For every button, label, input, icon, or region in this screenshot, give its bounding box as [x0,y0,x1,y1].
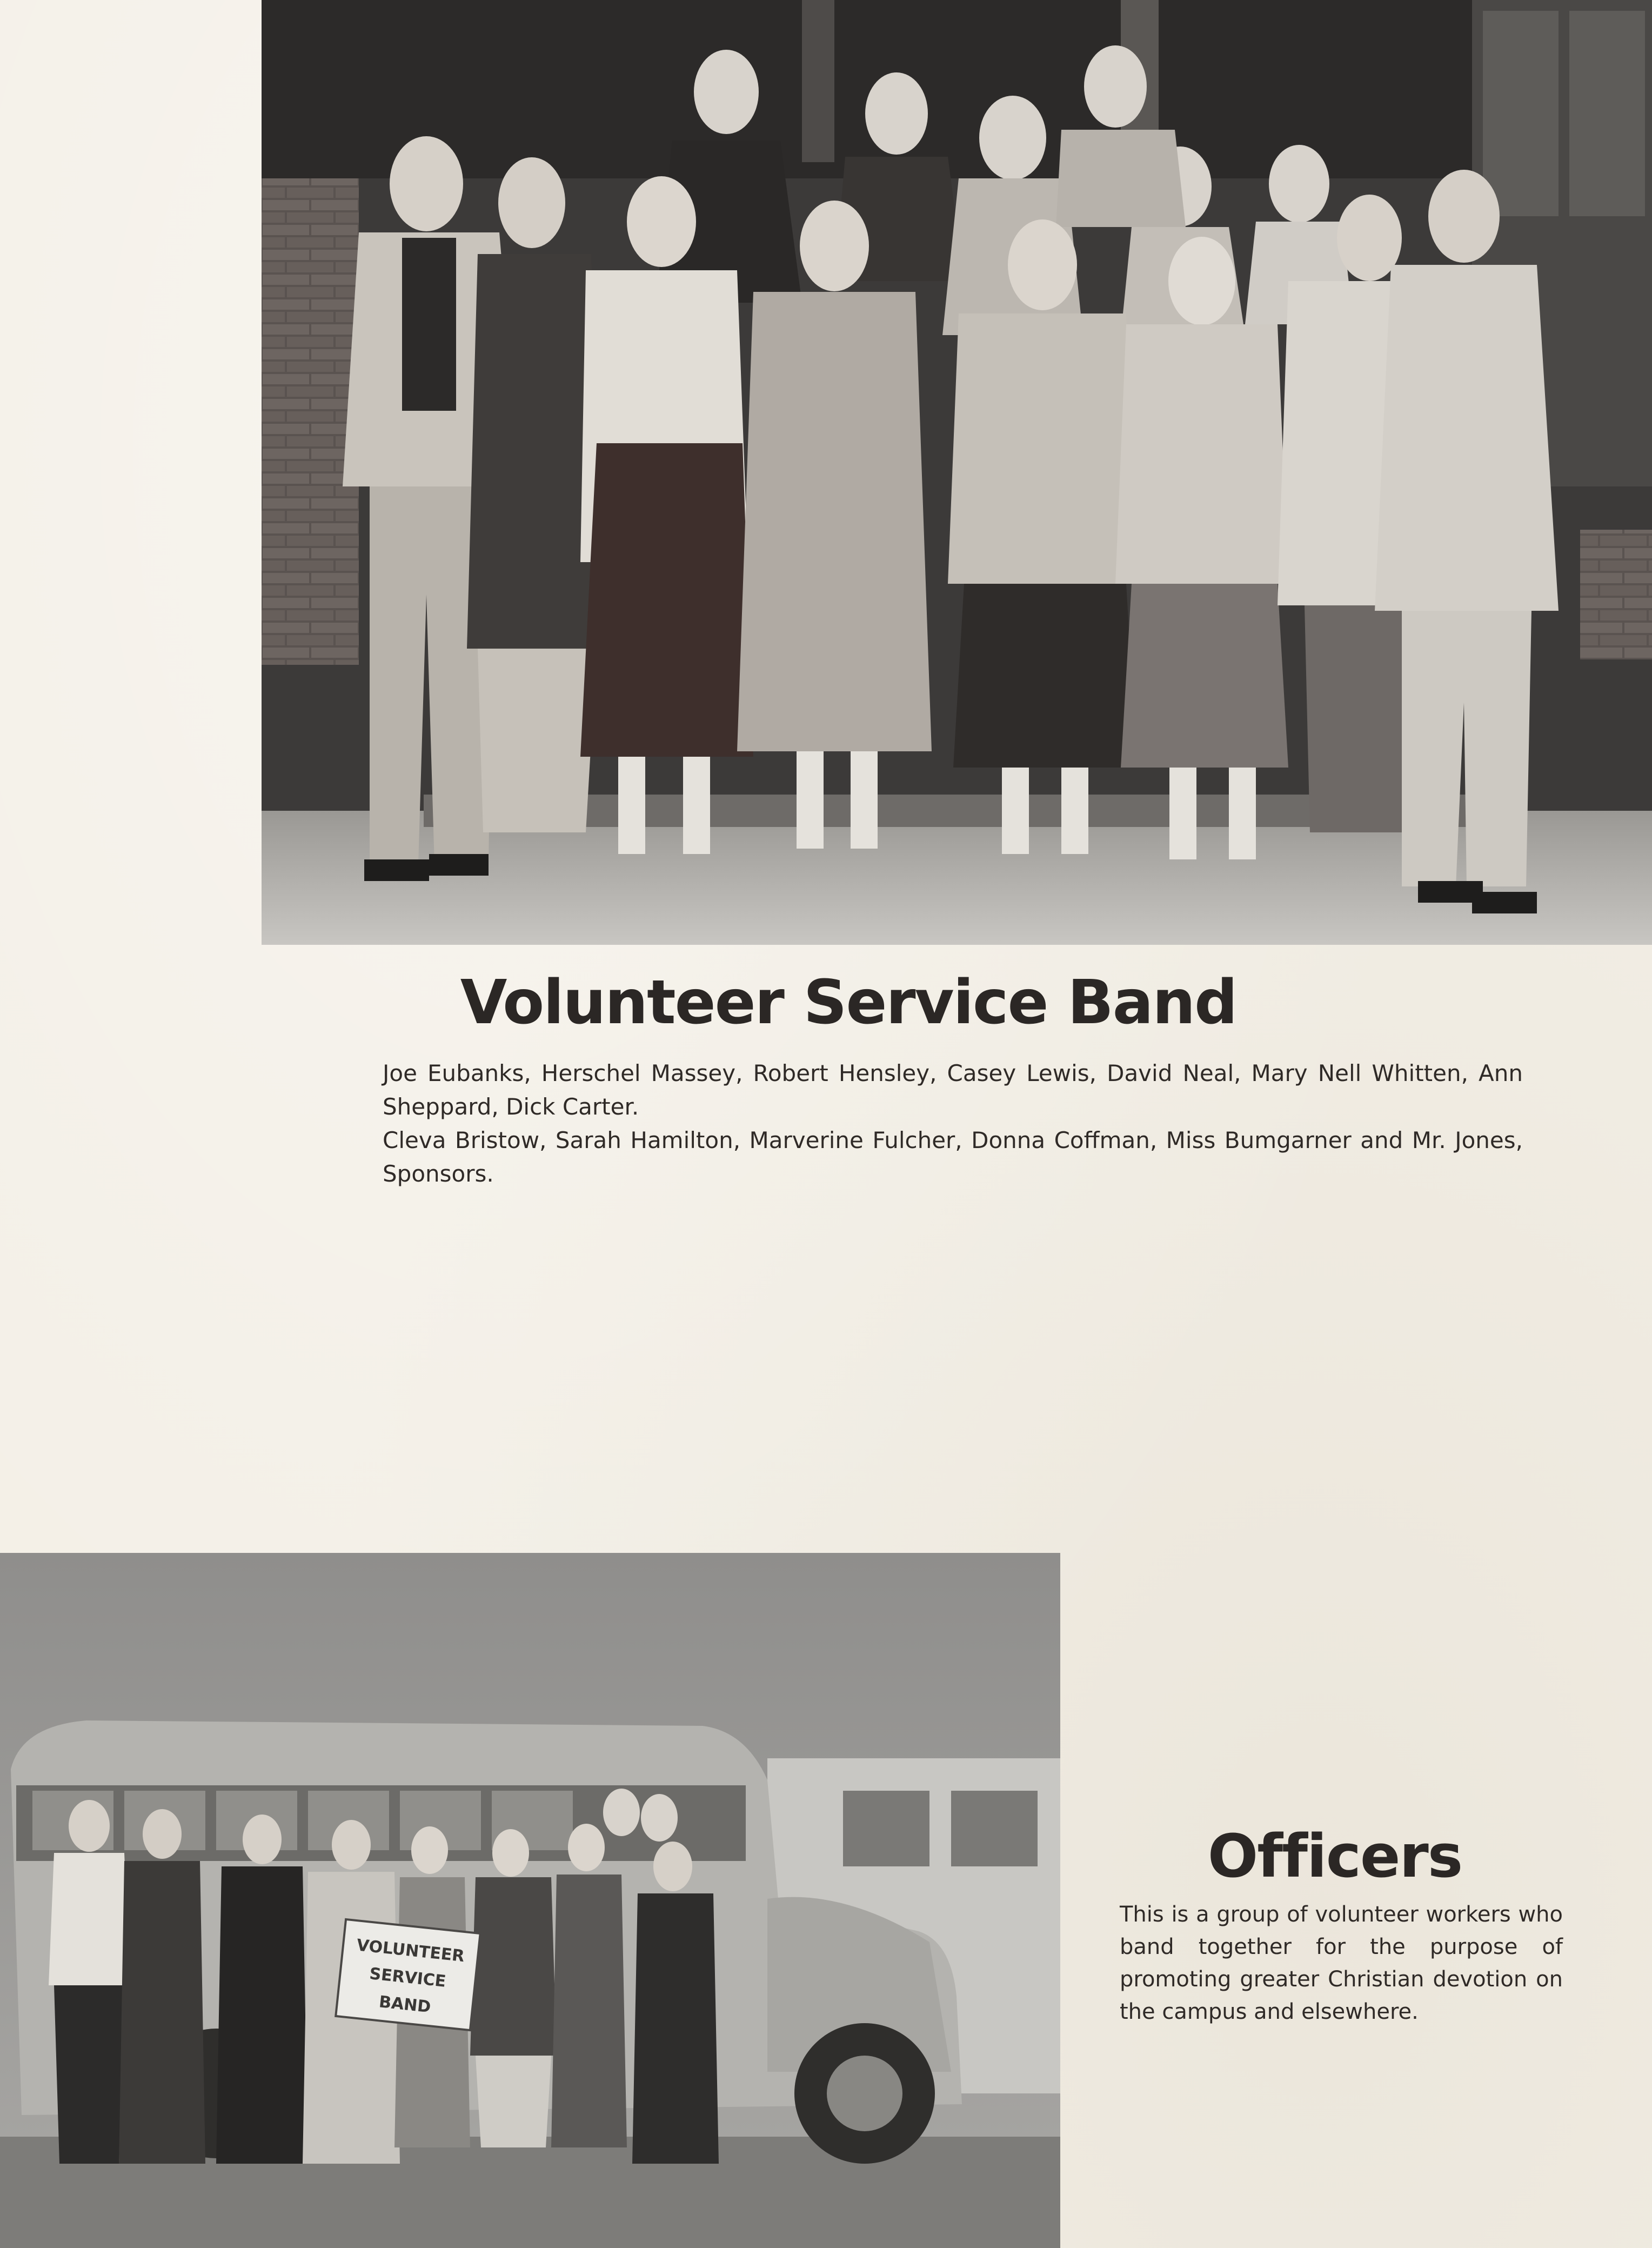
caption-line-front-row: Cleva Bristow, Sarah Hamilton, Marverine Fulcher, Donna Coffman, Miss Bumgarner and Mr. Jones, Sponsors. [383,1127,1523,1187]
member-names-caption [383,1057,1523,1191]
group-photo-image [262,0,1652,945]
officers-description: This is a group of volunteer workers who band together for the purpose of promoting greater Christian devotion on the campus and elsewhere. [1120,1902,1563,2024]
bus-photo [0,1553,1060,2248]
caption-line-back-row: Joe Eubanks, Herschel Massey, Robert Hensley, Casey Lewis, David Neal, Mary Nell Whitten, Ann Sheppard, Dick Carter. [383,1060,1523,1120]
bus-sign-line1: VOLUNTEER [356,1936,466,1966]
section-title: Volunteer Service Band [460,968,1237,1038]
officers-title: Officers [1207,1822,1462,1891]
bus-sign-line3: BAND [378,1992,432,2017]
group-photo [262,0,1652,945]
bus-photo-image [0,1553,1060,2248]
bus-sign-line2: SERVICE [368,1964,447,1991]
